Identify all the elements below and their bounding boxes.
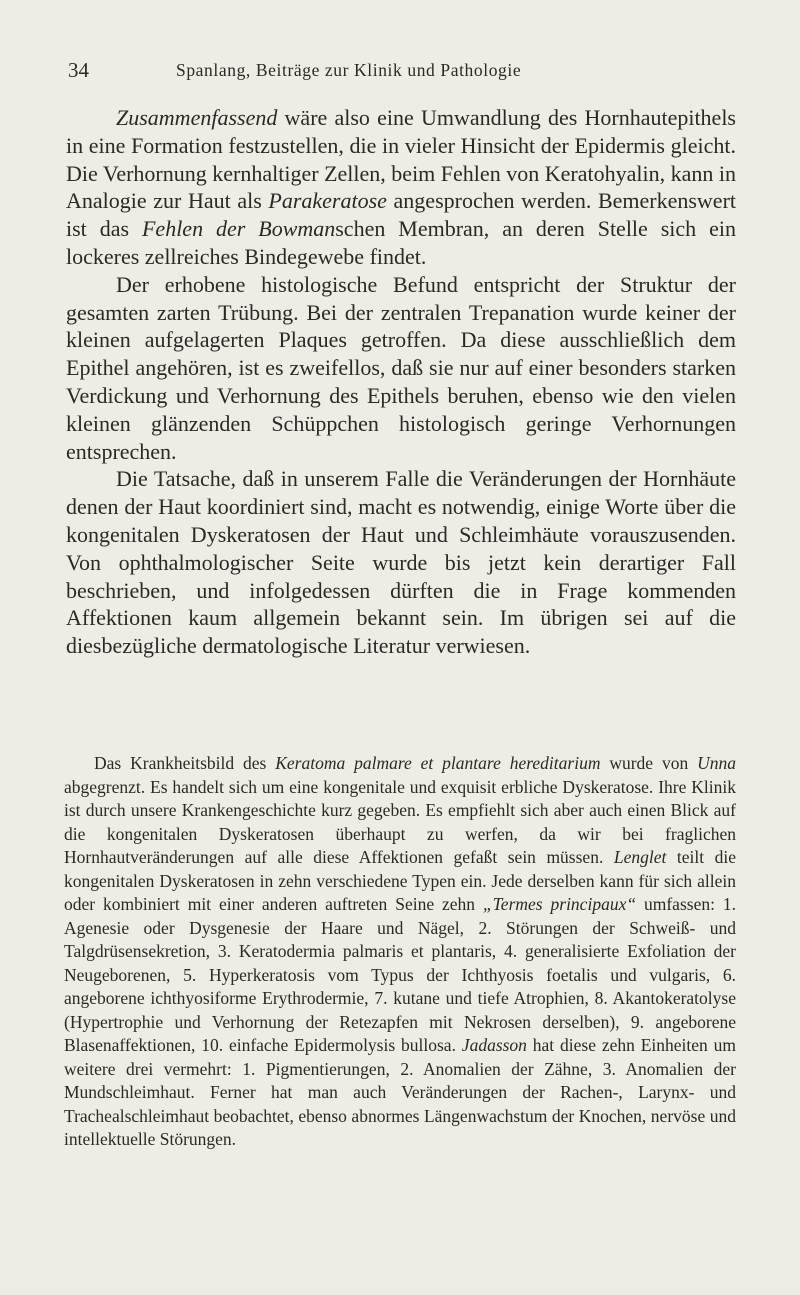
page-number: 34 — [68, 58, 89, 82]
text-run: wurde von — [600, 753, 698, 773]
running-title: Spanlang, Beiträge zur Klinik und Pathologie — [176, 60, 522, 80]
text-run: Das Krankheitsbild des — [94, 753, 276, 773]
text-run: wäre also eine Umwandlung des Hornhautepithels in eine Formation festzustellen, die in vieler Hinsicht der Epidermis gleicht. Die Verhornung kernhaltiger Zellen, beim Fehlen von Keratohyalin, kann in Analogie zur Haut als — [66, 105, 736, 214]
italic-term: Zusammenfassend — [116, 105, 278, 130]
italic-term: Fehlen der Bowman — [141, 216, 336, 242]
text-run: schen Membran, an deren Stelle sich ein lockeres zellreiches Bindegewebe findet. — [66, 216, 736, 269]
text-run: umfassen: 1. Agenesie oder Dysgenesie der Haare und Nägel, 2. Störungen der Schweiß- und Talgdrüsensekretion, 3. Keratodermia palmaris et plantaris, 4. generalisierte Exfoliation der Neugeborenen, 5. Hyperkeratosis vom Typus der Ichthyosis foetalis und vulgaris, 6. angeborene ichthyosiforme Erythrodermie, 7. kutane und tiefe Atrophien, 8. Akantokeratolyse (Hypertrophie und Verhornung der Retezapfen mit Nekrosen derselben), 9. angeborene Blasenaffektionen, 10. einfache Epidermolysis bullosa. — [64, 894, 736, 1055]
text-run: hat diese zehn Einheiten um weitere drei vermehrt: 1. Pigmentierungen, 2. Anomalien der Zähne, 3. Anomalien der Mundschleimhaut. Ferner hat man auch Veränderungen der Rachen-, Larynx- und Trachealschleimhaut beobachtet, ebenso abnormes Längenwachstum der Knochen, nervöse und intellektuelle Störungen. — [64, 1035, 736, 1149]
main-text — [66, 104, 736, 660]
small-print-section — [64, 752, 736, 1152]
paragraph-histology: Der erhobene histologische Befund entspricht der Struktur der gesamten zarten Trübung. Bei der zentralen Trepanation wurde keiner der kleinen aufgelagerten Plaques getroffen. Da diese ausschließlich dem Epithel angehören, ist es zweifellos, daß sie nur auf einer besonders starken Verdickung und Verhornung des Epithels beruhen, ebenso wie den vielen kleinen glänzenden Schüppchen histologisch geringe Verhornungen entsprechen. — [66, 271, 736, 464]
paragraph-dyskeratoses: Die Tatsache, daß in unserem Falle die Veränderungen der Hornhäute denen der Haut koordiniert sind, macht es notwendig, einige Worte über die kongenitalen Dyskeratosen der Haut und Schleimhäute vorauszusenden. Von ophthalmologischer Seite wurde bis jetzt kein derartiger Fall beschrieben, und infolgedessen dürften die in Frage kommenden Affektionen kaum allgemein bekannt sein. Im übrigen sei auf die diesbezügliche dermatologische Literatur verwiesen. — [66, 466, 736, 659]
small-print-paragraph — [64, 752, 736, 1152]
italic-term: Keratoma palmare et plantare hereditarium — [275, 753, 601, 773]
italic-term: Parakeratose — [268, 188, 387, 214]
italic-term: Lenglet — [613, 847, 667, 867]
text-run: angesprochen werden. Bemerkenswert ist das — [66, 188, 737, 242]
italic-term: Unna — [697, 753, 736, 773]
italic-term: Jadasson — [461, 1035, 527, 1055]
page-header — [68, 58, 668, 88]
text-run: teilt die kongenitalen Dyskeratosen in zehn verschiedene Typen ein. Jede derselben kann für sich allein oder kombiniert mit einer anderen auftreten Seine zehn — [64, 847, 736, 914]
text-run: abgegrenzt. Es handelt sich um eine kongenitale und exquisit erbliche Dyskeratose. Ihre Klinik ist durch unsere Krankengeschichte kurz gegeben. Es empfiehlt sich aber auch einen Blick auf die kongenitalen Dyskeratosen überhaupt zu werfen, da wir bei fraglichen Hornhautveränderungen auf alle diese Affektionen gefaßt sein müssen. — [64, 776, 736, 867]
paragraph-summary — [66, 104, 736, 271]
italic-term: „Termes principaux“ — [482, 894, 637, 914]
